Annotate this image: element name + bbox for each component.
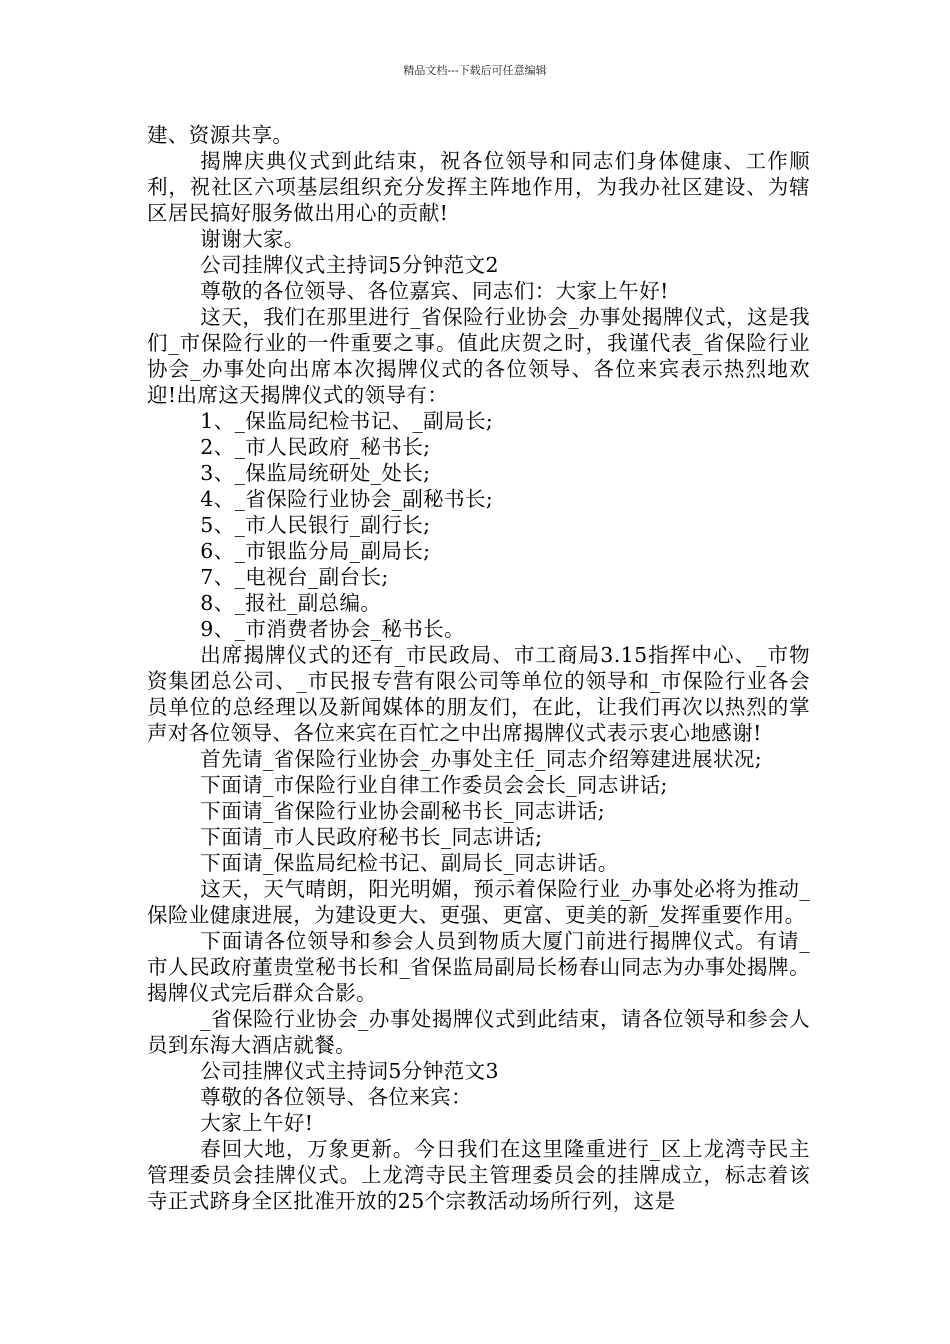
document-body: [147, 122, 810, 1214]
paragraph: 春回大地，万象更新。今日我们在这里隆重进行_区上龙湾寺民主管理委员会挂牌仪式。上龙湾寺民主管理委员会的挂牌成立，标志着该寺正式跻身全区批准开放的25个宗教活动场所行列，这是: [147, 1137, 810, 1213]
paragraph: 这天，我们在那里进行_省保险行业协会_办事处揭牌仪式，这是我们_市保险行业的一件重要之事。值此庆贺之时，我谨代表_省保险行业协会_办事处向出席本次揭牌仪式的各位领导、各位来宾表示热烈地欢迎!出席这天揭牌仪式的领导有：: [147, 305, 810, 407]
paragraph: 建、资源共享。: [147, 123, 294, 147]
paragraph: 这天，天气晴朗，阳光明媚，预示着保险行业_办事处必将为推动_保险业健康进展，为建设更大、更强、更富、更美的新_发挥重要作用。: [147, 877, 810, 927]
greeting: 大家上午好!: [200, 1111, 314, 1135]
section-heading: 公司挂牌仪式主持词5分钟范文3: [200, 1059, 499, 1083]
list-item: 9、_市消费者协会_秘书长。: [200, 617, 465, 641]
paragraph: 下面请_省保险行业协会副秘书长_同志讲话;: [200, 799, 606, 823]
paragraph: 首先请_省保险行业协会_办事处主任_同志介绍筹建进展状况;: [200, 747, 763, 771]
paragraph: 出席揭牌仪式的还有_市民政局、市工商局3.15指挥中心、_市物资集团总公司、_市民报专营有限公司等单位的领导和_市保险行业各会员单位的总经理以及新闻媒体的朋友们，在此，让我们再次以热烈的掌声对各位领导、各位来宾在百忙之中出席揭牌仪式表示衷心地感谢!: [147, 643, 810, 745]
page-header: 精品文档---下载后可任意编辑: [403, 64, 547, 77]
list-item: 2、_市人民政府_秘书长;: [200, 435, 431, 459]
list-item: 3、_保监局统研处_处长;: [200, 461, 431, 485]
paragraph: 下面请各位领导和参会人员到物质大厦门前进行揭牌仪式。有请_市人民政府董贵堂秘书长和_省保监局副局长杨春山同志为办事处揭牌。揭牌仪式完后群众合影。: [147, 929, 810, 1005]
paragraph: 揭牌庆典仪式到此结束，祝各位领导和同志们身体健康、工作顺利，祝社区六项基层组织充分发挥主阵地作用，为我办社区建设、为辖区居民搞好服务做出用心的贡献!: [147, 149, 810, 225]
paragraph: 下面请_市保险行业自律工作委员会会长_同志讲话;: [200, 773, 668, 797]
paragraph: 下面请_保监局纪检书记、副局长_同志讲话。: [200, 851, 619, 875]
paragraph: 谢谢大家。: [200, 227, 305, 251]
greeting: 尊敬的各位领导、各位嘉宾、同志们：大家上午好!: [200, 279, 669, 303]
greeting: 尊敬的各位领导、各位来宾：: [200, 1085, 472, 1109]
paragraph: 下面请_市人民政府秘书长_同志讲话;: [200, 825, 543, 849]
list-item: 8、_报社_副总编。: [200, 591, 382, 615]
list-item: 1、_保监局纪检书记、_副局长;: [200, 409, 494, 433]
paragraph: _省保险行业协会_办事处揭牌仪式到此结束，请各位领导和参会人员到东海大酒店就餐。: [147, 1007, 810, 1057]
list-item: 6、_市银监分局_副局长;: [200, 539, 431, 563]
list-item: 5、_市人民银行_副行长;: [200, 513, 431, 537]
list-item: 4、_省保险行业协会_副秘书长;: [200, 487, 494, 511]
section-heading: 公司挂牌仪式主持词5分钟范文2: [200, 253, 499, 277]
list-item: 7、_电视台_副台长;: [200, 565, 389, 589]
